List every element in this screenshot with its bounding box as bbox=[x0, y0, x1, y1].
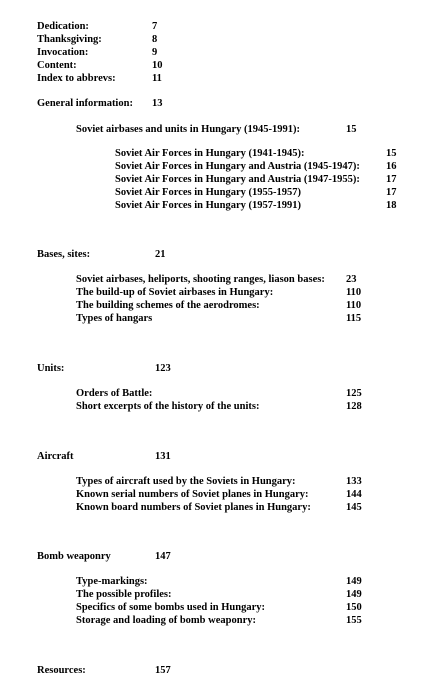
entry-page: 155 bbox=[346, 615, 362, 626]
section-title: Bases, sites: bbox=[37, 249, 91, 260]
entry-page: 110 bbox=[346, 300, 362, 311]
entry-page: 17 bbox=[386, 174, 397, 185]
entry-page: 23 bbox=[346, 274, 357, 285]
entry-page: 128 bbox=[346, 401, 362, 412]
entry-page: 115 bbox=[346, 313, 362, 324]
subsection-page: 15 bbox=[346, 124, 357, 135]
entry-page: 133 bbox=[346, 476, 362, 487]
entry-title: Specifics of some bombs used in Hungary: bbox=[76, 602, 266, 613]
entry-title: Short excerpts of the history of the units: bbox=[76, 401, 260, 412]
entry-title: Soviet airbases, heliports, shooting ranges, liason bases: bbox=[76, 274, 325, 285]
entry-page: 150 bbox=[346, 602, 362, 613]
entry-page: 8 bbox=[152, 34, 158, 45]
entry-title: Type-markings: bbox=[76, 576, 148, 587]
entry-title: The build-up of Soviet airbases in Hungary: bbox=[76, 287, 274, 298]
entry-title: Known serial numbers of Soviet planes in Hungary: bbox=[76, 489, 309, 500]
section-page: 21 bbox=[155, 249, 166, 260]
section-page: 157 bbox=[155, 665, 171, 676]
entry-page: 145 bbox=[346, 502, 362, 513]
section-title: General information: bbox=[37, 98, 133, 109]
entry-page: 11 bbox=[152, 73, 162, 84]
entry-title: The possible profiles: bbox=[76, 589, 172, 600]
entry-title: Invocation: bbox=[37, 47, 89, 58]
section-page: 131 bbox=[155, 451, 171, 462]
section-title: Bomb weaponry bbox=[37, 551, 111, 562]
entry-page: 7 bbox=[152, 21, 158, 32]
entry-title: Index to abbrevs: bbox=[37, 73, 116, 84]
entry-page: 144 bbox=[346, 489, 362, 500]
entry-title: Orders of Battle: bbox=[76, 388, 153, 399]
section-page: 147 bbox=[155, 551, 171, 562]
entry-title: The building schemes of the aerodromes: bbox=[76, 300, 260, 311]
entry-page: 110 bbox=[346, 287, 362, 298]
section-page: 123 bbox=[155, 363, 171, 374]
entry-page: 149 bbox=[346, 576, 362, 587]
section-title: Aircraft bbox=[37, 451, 74, 462]
entry-title: Soviet Air Forces in Hungary (1941-1945): bbox=[115, 148, 305, 159]
entry-title: Content: bbox=[37, 60, 77, 71]
subsection-title: Soviet airbases and units in Hungary (1945-1991): bbox=[76, 124, 301, 135]
entry-page: 9 bbox=[152, 47, 158, 58]
entry-page: 15 bbox=[386, 148, 397, 159]
section-title: Resources: bbox=[37, 665, 86, 676]
entry-title: Soviet Air Forces in Hungary (1957-1991) bbox=[115, 200, 301, 211]
entry-title: Dedication: bbox=[37, 21, 89, 32]
entry-page: 17 bbox=[386, 187, 397, 198]
entry-title: Soviet Air Forces in Hungary (1955-1957) bbox=[115, 187, 301, 198]
entry-page: 149 bbox=[346, 589, 362, 600]
entry-title: Types of hangars bbox=[76, 313, 153, 324]
entry-title: Known board numbers of Soviet planes in Hungary: bbox=[76, 502, 311, 513]
entry-title: Soviet Air Forces in Hungary and Austria (1947-1955): bbox=[115, 174, 360, 185]
section-page: 13 bbox=[152, 98, 163, 109]
entry-title: Storage and loading of bomb weaponry: bbox=[76, 615, 256, 626]
entry-page: 18 bbox=[386, 200, 397, 211]
entry-page: 125 bbox=[346, 388, 362, 399]
entry-title: Thanksgiving: bbox=[37, 34, 102, 45]
section-title: Units: bbox=[37, 363, 65, 374]
entry-page: 16 bbox=[386, 161, 397, 172]
entry-title: Soviet Air Forces in Hungary and Austria (1945-1947): bbox=[115, 161, 360, 172]
entry-title: Types of aircraft used by the Soviets in Hungary: bbox=[76, 476, 296, 487]
entry-page: 10 bbox=[152, 60, 163, 71]
